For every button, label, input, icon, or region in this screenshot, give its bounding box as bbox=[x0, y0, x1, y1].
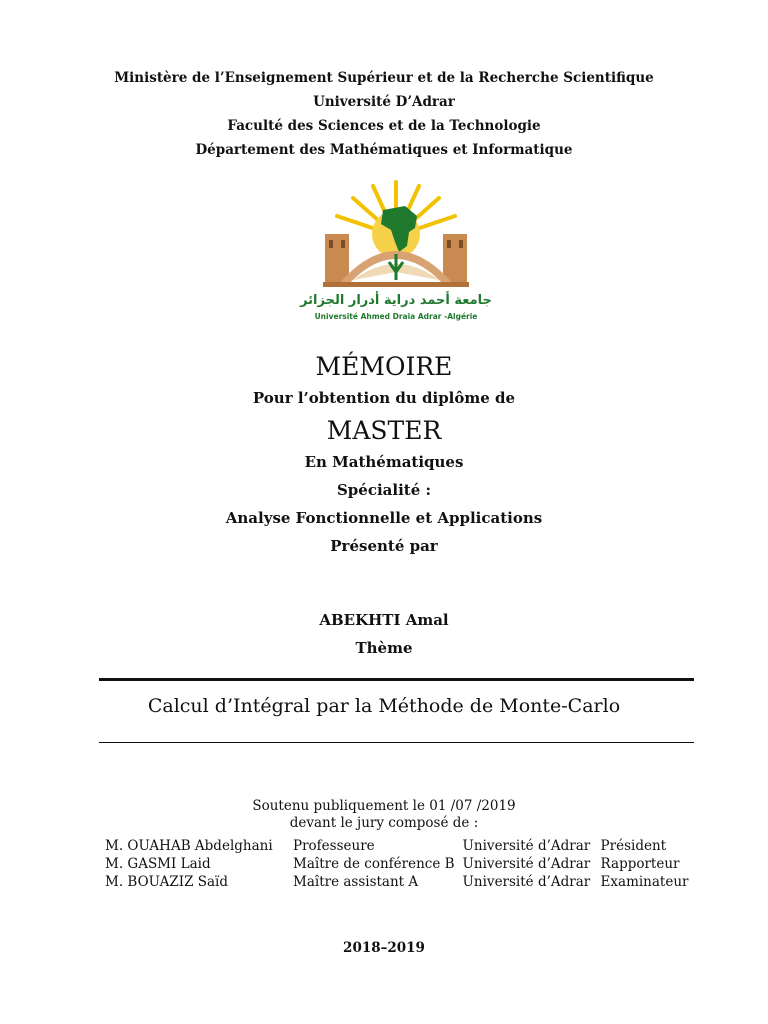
specialty-line: Analyse Fonctionnelle et Applications bbox=[225, 509, 543, 527]
jury-rank: Professeure bbox=[293, 838, 375, 854]
author-name: ABEKHTI Amal bbox=[319, 611, 449, 629]
bottom-rule bbox=[99, 742, 694, 743]
ministry-line: Ministère de l’Enseignement Supérieur et de la Recherche Scientifique bbox=[114, 70, 654, 86]
jury-institution: Université d’Adrar bbox=[462, 838, 591, 854]
jury-table bbox=[105, 837, 697, 891]
defense-date: Soutenu publiquement le 01 /07 /2019 bbox=[252, 798, 516, 814]
jury-institution: Université d’Adrar bbox=[462, 856, 591, 872]
jury-institution: Université d’Adrar bbox=[462, 874, 591, 890]
table-row bbox=[105, 855, 697, 873]
university-logo bbox=[300, 176, 492, 326]
table-row bbox=[105, 837, 697, 855]
jury-role: Président bbox=[600, 838, 667, 854]
institution-header bbox=[0, 66, 768, 162]
presented-by: Présenté par bbox=[330, 537, 438, 555]
memoire-title: MÉMOIRE bbox=[315, 352, 453, 381]
specialty-label: Spécialité : bbox=[336, 481, 432, 499]
jury-name: M. BOUAZIZ Saïd bbox=[105, 874, 228, 890]
faculty-line: Faculté des Sciences et de la Technologie bbox=[227, 118, 541, 134]
jury-rank: Maître de conférence B bbox=[293, 856, 455, 872]
logo-arabic-text: جامعة أحمد دراية أدرار الجزائر bbox=[300, 293, 492, 308]
thesis-theme: Calcul d’Intégral par la Méthode de Monte-Carlo bbox=[147, 695, 621, 717]
jury-intro: devant le jury composé de : bbox=[289, 815, 479, 831]
jury-role: Examinateur bbox=[600, 874, 689, 890]
logo-latin-text: Université Ahmed Draia Adrar -Algérie bbox=[314, 312, 478, 321]
university-line: Université D’Adrar bbox=[313, 94, 455, 110]
top-rule bbox=[99, 678, 694, 681]
theme-label: Thème bbox=[355, 639, 413, 657]
diploma-purpose: Pour l’obtention du diplôme de bbox=[252, 389, 516, 407]
jury-name: M. GASMI Laid bbox=[105, 856, 211, 872]
academic-year: 2018–2019 bbox=[343, 940, 425, 956]
degree-title: MASTER bbox=[326, 416, 442, 445]
field-line: En Mathématiques bbox=[304, 453, 464, 471]
department-line: Département des Mathématiques et Informatique bbox=[195, 142, 573, 158]
jury-rank: Maître assistant A bbox=[293, 874, 419, 890]
table-row bbox=[105, 873, 697, 891]
jury-role: Rapporteur bbox=[600, 856, 680, 872]
jury-name: M. OUAHAB Abdelghani bbox=[105, 838, 273, 854]
